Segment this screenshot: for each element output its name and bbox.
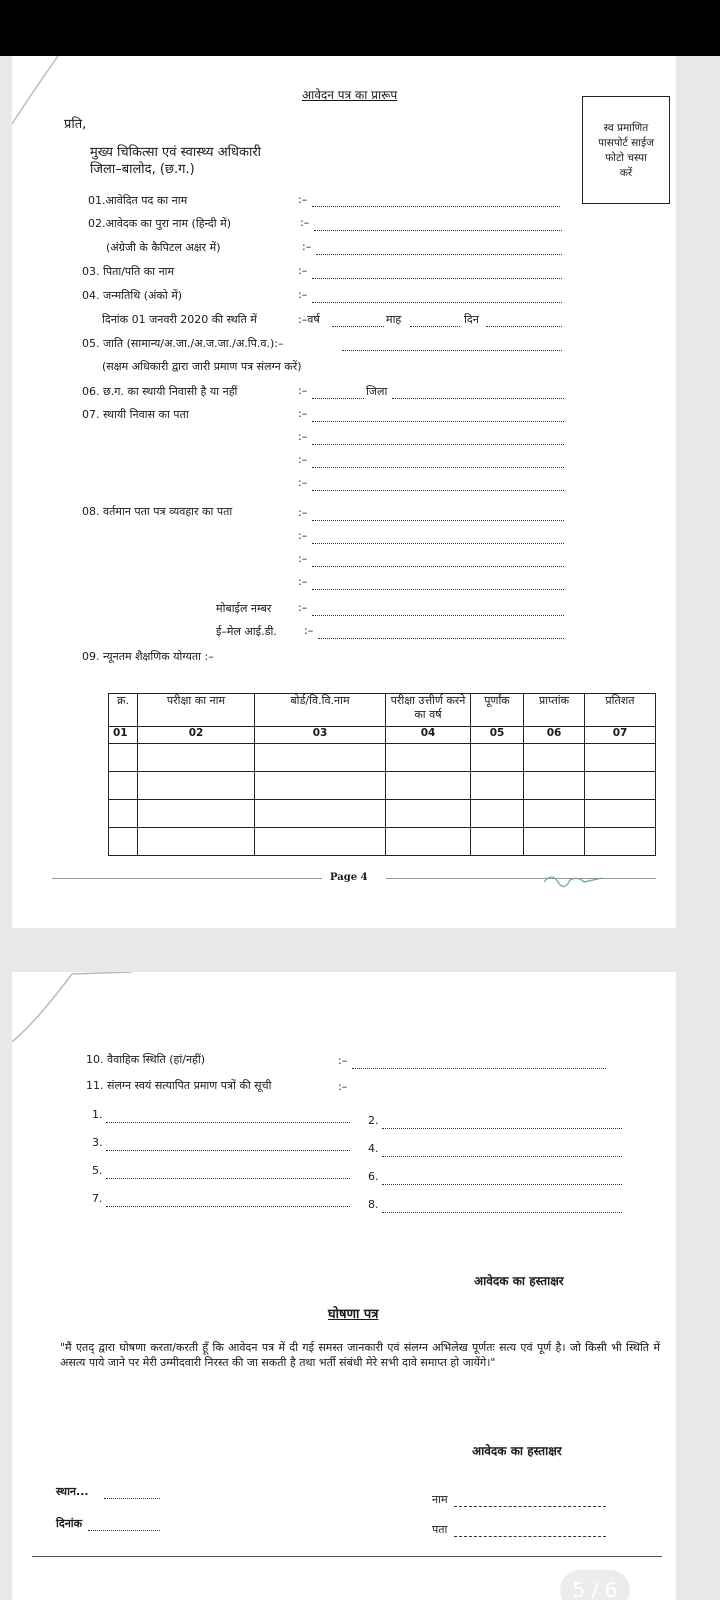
table-cell[interactable]	[585, 800, 656, 828]
separator: :–	[298, 407, 308, 420]
table-cell[interactable]	[255, 772, 386, 800]
separator: :–	[298, 601, 308, 614]
table-cell[interactable]	[471, 772, 524, 800]
current-address-line[interactable]	[312, 543, 564, 544]
place-label: स्थान...	[56, 1485, 89, 1498]
permanent-address-line[interactable]	[312, 467, 564, 468]
dob-field[interactable]	[312, 302, 562, 303]
table-header: परीक्षा का नाम	[138, 694, 255, 727]
separator: :–	[338, 1054, 348, 1067]
separator: :–	[298, 288, 308, 301]
table-cell[interactable]	[138, 772, 255, 800]
attachment-field[interactable]	[106, 1122, 350, 1123]
qualification-label: 09. न्यूनतम शैक्षणिक योग्यता :–	[82, 650, 214, 663]
separator: :–	[298, 552, 308, 565]
name-hindi-label: 02.आवेदक का पुरा नाम (हिन्दी में)	[88, 217, 231, 230]
photo-box-line: स्व प्रमाणित	[603, 122, 649, 134]
table-cell: 06	[524, 727, 585, 744]
table-row	[109, 727, 656, 744]
separator: :–	[298, 529, 308, 542]
date-label: दिनांक	[56, 1517, 83, 1530]
table-cell[interactable]	[109, 772, 138, 800]
top-status-bar	[0, 0, 720, 56]
declaration-text: "मैं एतद् द्वारा घोषणा करता/करती हूँ कि आवेदन पत्र में दी गई समस्त जानकारी एवं संलग्न अभिलेख पूर्णतः सत्य एवं पूर्ण है। जो किसी भी स्थिति में असत्य पाये जाने पर मेरी उम्मीदवारी निरस्त की जा सकती है तथा भर्ती संबंधी मेरे सभी दावे समाप्त हो जायेंगे।"	[60, 1341, 660, 1369]
place-field[interactable]	[104, 1498, 160, 1499]
dob-label: 04. जन्मतिथि (अंको में)	[82, 289, 183, 302]
photo-box	[582, 96, 670, 204]
separator: :–	[298, 453, 308, 466]
separator: :–	[298, 430, 308, 443]
separator: :–	[304, 624, 314, 637]
age-month-label: माह	[386, 313, 402, 326]
table-row[interactable]	[109, 828, 656, 856]
photo-box-line: पासपोर्ट साईज	[598, 137, 654, 149]
table-cell[interactable]	[524, 772, 585, 800]
attachment-field[interactable]	[382, 1156, 622, 1157]
resident-field[interactable]	[312, 398, 364, 399]
attachment-number: 4.	[368, 1142, 379, 1155]
page-fold-mark	[12, 972, 132, 1062]
date-field[interactable]	[88, 1530, 160, 1531]
table-cell[interactable]	[585, 828, 656, 856]
age-year-field[interactable]	[332, 326, 384, 327]
separator: :–	[298, 384, 308, 397]
table-header: क्र.	[109, 694, 138, 727]
marital-status-field[interactable]	[352, 1068, 606, 1069]
table-cell[interactable]	[109, 744, 138, 772]
current-address-line[interactable]	[312, 589, 564, 590]
mobile-field[interactable]	[312, 615, 564, 616]
attachment-number: 7.	[92, 1192, 103, 1205]
attachments-label: 11. संलग्न स्वयं सत्यापित प्रमाण पत्रों की सूची	[86, 1079, 272, 1092]
table-cell[interactable]	[471, 744, 524, 772]
attachment-number: 8.	[368, 1198, 379, 1211]
addressee-line2: जिला–बालोद, (छ.ग.)	[90, 162, 195, 177]
father-name-field[interactable]	[312, 278, 562, 279]
table-cell[interactable]	[138, 744, 255, 772]
permanent-address-label: 07. स्थायी निवास का पता	[82, 408, 189, 421]
table-cell[interactable]	[471, 828, 524, 856]
bottom-rule	[32, 1556, 662, 1557]
table-cell: 05	[471, 727, 524, 744]
photo-box-line: करें	[619, 167, 633, 179]
applicant-signature-label: आवेदक का हस्ताक्षर	[472, 1444, 562, 1458]
separator: :–	[300, 216, 310, 229]
attachment-field[interactable]	[382, 1184, 622, 1185]
footer-rule	[386, 878, 656, 879]
attachment-number: 5.	[92, 1164, 103, 1177]
photo-box-line: फोटो चस्पा	[605, 152, 647, 164]
current-address-line[interactable]	[312, 566, 564, 567]
table-header: बोर्ड/वि.वि.नाम	[255, 694, 386, 727]
table-cell: 02	[138, 727, 255, 744]
resident-label: 06. छ.ग. का स्थायी निवासी है या नहीं	[82, 385, 238, 398]
table-cell: 04	[386, 727, 471, 744]
table-cell[interactable]	[386, 744, 471, 772]
caste-field[interactable]	[342, 350, 562, 351]
table-cell[interactable]	[585, 772, 656, 800]
separator: :–	[338, 1080, 348, 1093]
page-indicator-badge: 5 / 6	[560, 1570, 630, 1600]
table-cell: 07	[585, 727, 656, 744]
table-row[interactable]	[109, 772, 656, 800]
permanent-address-line[interactable]	[312, 421, 564, 422]
address-label: पता	[432, 1523, 448, 1536]
district-field[interactable]	[392, 398, 564, 399]
separator: :–	[298, 506, 308, 519]
table-header: पूर्णांक	[471, 694, 524, 727]
name-english-label: (अंग्रेजी के कैपिटल अक्षर में)	[106, 241, 221, 254]
current-address-label: 08. वर्तमान पता पत्र व्यवहार का पता	[82, 505, 233, 518]
table-cell[interactable]	[585, 744, 656, 772]
table-row[interactable]	[109, 744, 656, 772]
declaration-title: घोषणा पत्र	[328, 1307, 379, 1322]
caste-note: (सक्षम अधिकारी द्वारा जारी प्रमाण पत्र संलग्न करें)	[102, 360, 302, 373]
initials-scribble	[540, 868, 610, 892]
table-cell[interactable]	[255, 744, 386, 772]
table-cell[interactable]	[524, 744, 585, 772]
age-day-field[interactable]	[486, 326, 562, 327]
table-cell[interactable]	[386, 800, 471, 828]
caste-label: 05. जाति (सामान्य/अ.जा./अ.ज.जा./अ.पि.व.):–	[82, 337, 284, 350]
table-header: प्रतिशत	[585, 694, 656, 727]
age-on-label: दिनांक 01 जनवरी 2020 की स्थति में	[102, 313, 257, 326]
name-label: नाम	[432, 1493, 448, 1506]
table-cell[interactable]	[109, 800, 138, 828]
separator: :–	[298, 193, 308, 206]
table-cell[interactable]	[386, 828, 471, 856]
table-cell: 03	[255, 727, 386, 744]
table-cell[interactable]	[138, 800, 255, 828]
email-field[interactable]	[318, 638, 564, 639]
post-name-label: 01.आवेदित पद का नाम	[88, 194, 188, 207]
attachment-field[interactable]	[382, 1128, 622, 1129]
father-name-label: 03. पिता/पति का नाम	[82, 265, 175, 278]
current-address-line[interactable]	[312, 520, 564, 521]
post-name-field[interactable]	[312, 206, 560, 207]
age-month-field[interactable]	[410, 326, 460, 327]
table-header: प्राप्तांक	[524, 694, 585, 727]
permanent-address-line[interactable]	[312, 490, 564, 491]
attachment-number: 3.	[92, 1136, 103, 1149]
document-page-5	[12, 972, 676, 1600]
name-field[interactable]	[454, 1506, 606, 1507]
table-cell[interactable]	[386, 772, 471, 800]
table-cell[interactable]	[255, 800, 386, 828]
attachment-field[interactable]	[106, 1206, 350, 1207]
addressee-line1: मुख्य चिकित्सा एवं स्वास्थ्य अधिकारी	[90, 145, 262, 160]
table-cell[interactable]	[255, 828, 386, 856]
table-row[interactable]	[109, 800, 656, 828]
age-year-label: :–वर्ष	[298, 313, 320, 326]
to-label: प्रति,	[64, 117, 87, 132]
separator: :–	[298, 476, 308, 489]
permanent-address-line[interactable]	[312, 444, 564, 445]
footer-rule	[52, 878, 322, 879]
separator: :–	[302, 240, 312, 253]
attachment-number: 6.	[368, 1170, 379, 1183]
attachment-number: 1.	[92, 1108, 103, 1121]
table-cell: 01	[109, 727, 138, 744]
address-field[interactable]	[454, 1536, 606, 1537]
form-title: आवेदन पत्र का प्रारूप	[302, 88, 398, 102]
applicant-signature-label: आवेदक का हस्ताक्षर	[474, 1274, 564, 1288]
table-cell[interactable]	[471, 800, 524, 828]
page-number: Page 4	[330, 872, 368, 883]
attachment-field[interactable]	[382, 1212, 622, 1213]
age-day-label: दिन	[464, 313, 479, 326]
document-page-4	[12, 56, 676, 928]
separator: :–	[298, 575, 308, 588]
table-header-row	[109, 694, 656, 727]
marital-status-label: 10. वैवाहिक स्थिति (हां/नहीं)	[86, 1053, 206, 1066]
table-cell[interactable]	[524, 828, 585, 856]
name-english-field[interactable]	[316, 254, 562, 255]
table-cell[interactable]	[138, 828, 255, 856]
email-label: ई–मेल आई.डी.	[216, 625, 277, 638]
table-header: परीक्षा उत्तीर्ण करने का वर्ष	[386, 694, 471, 727]
attachment-field[interactable]	[106, 1178, 350, 1179]
qualification-table	[108, 693, 656, 856]
separator: :–	[298, 264, 308, 277]
name-hindi-field[interactable]	[314, 230, 562, 231]
attachment-number: 2.	[368, 1114, 379, 1127]
table-cell[interactable]	[524, 800, 585, 828]
district-label: जिला	[366, 385, 388, 398]
table-cell[interactable]	[109, 828, 138, 856]
attachment-field[interactable]	[106, 1150, 350, 1151]
mobile-label: मोबाईल नम्बर	[216, 602, 272, 615]
